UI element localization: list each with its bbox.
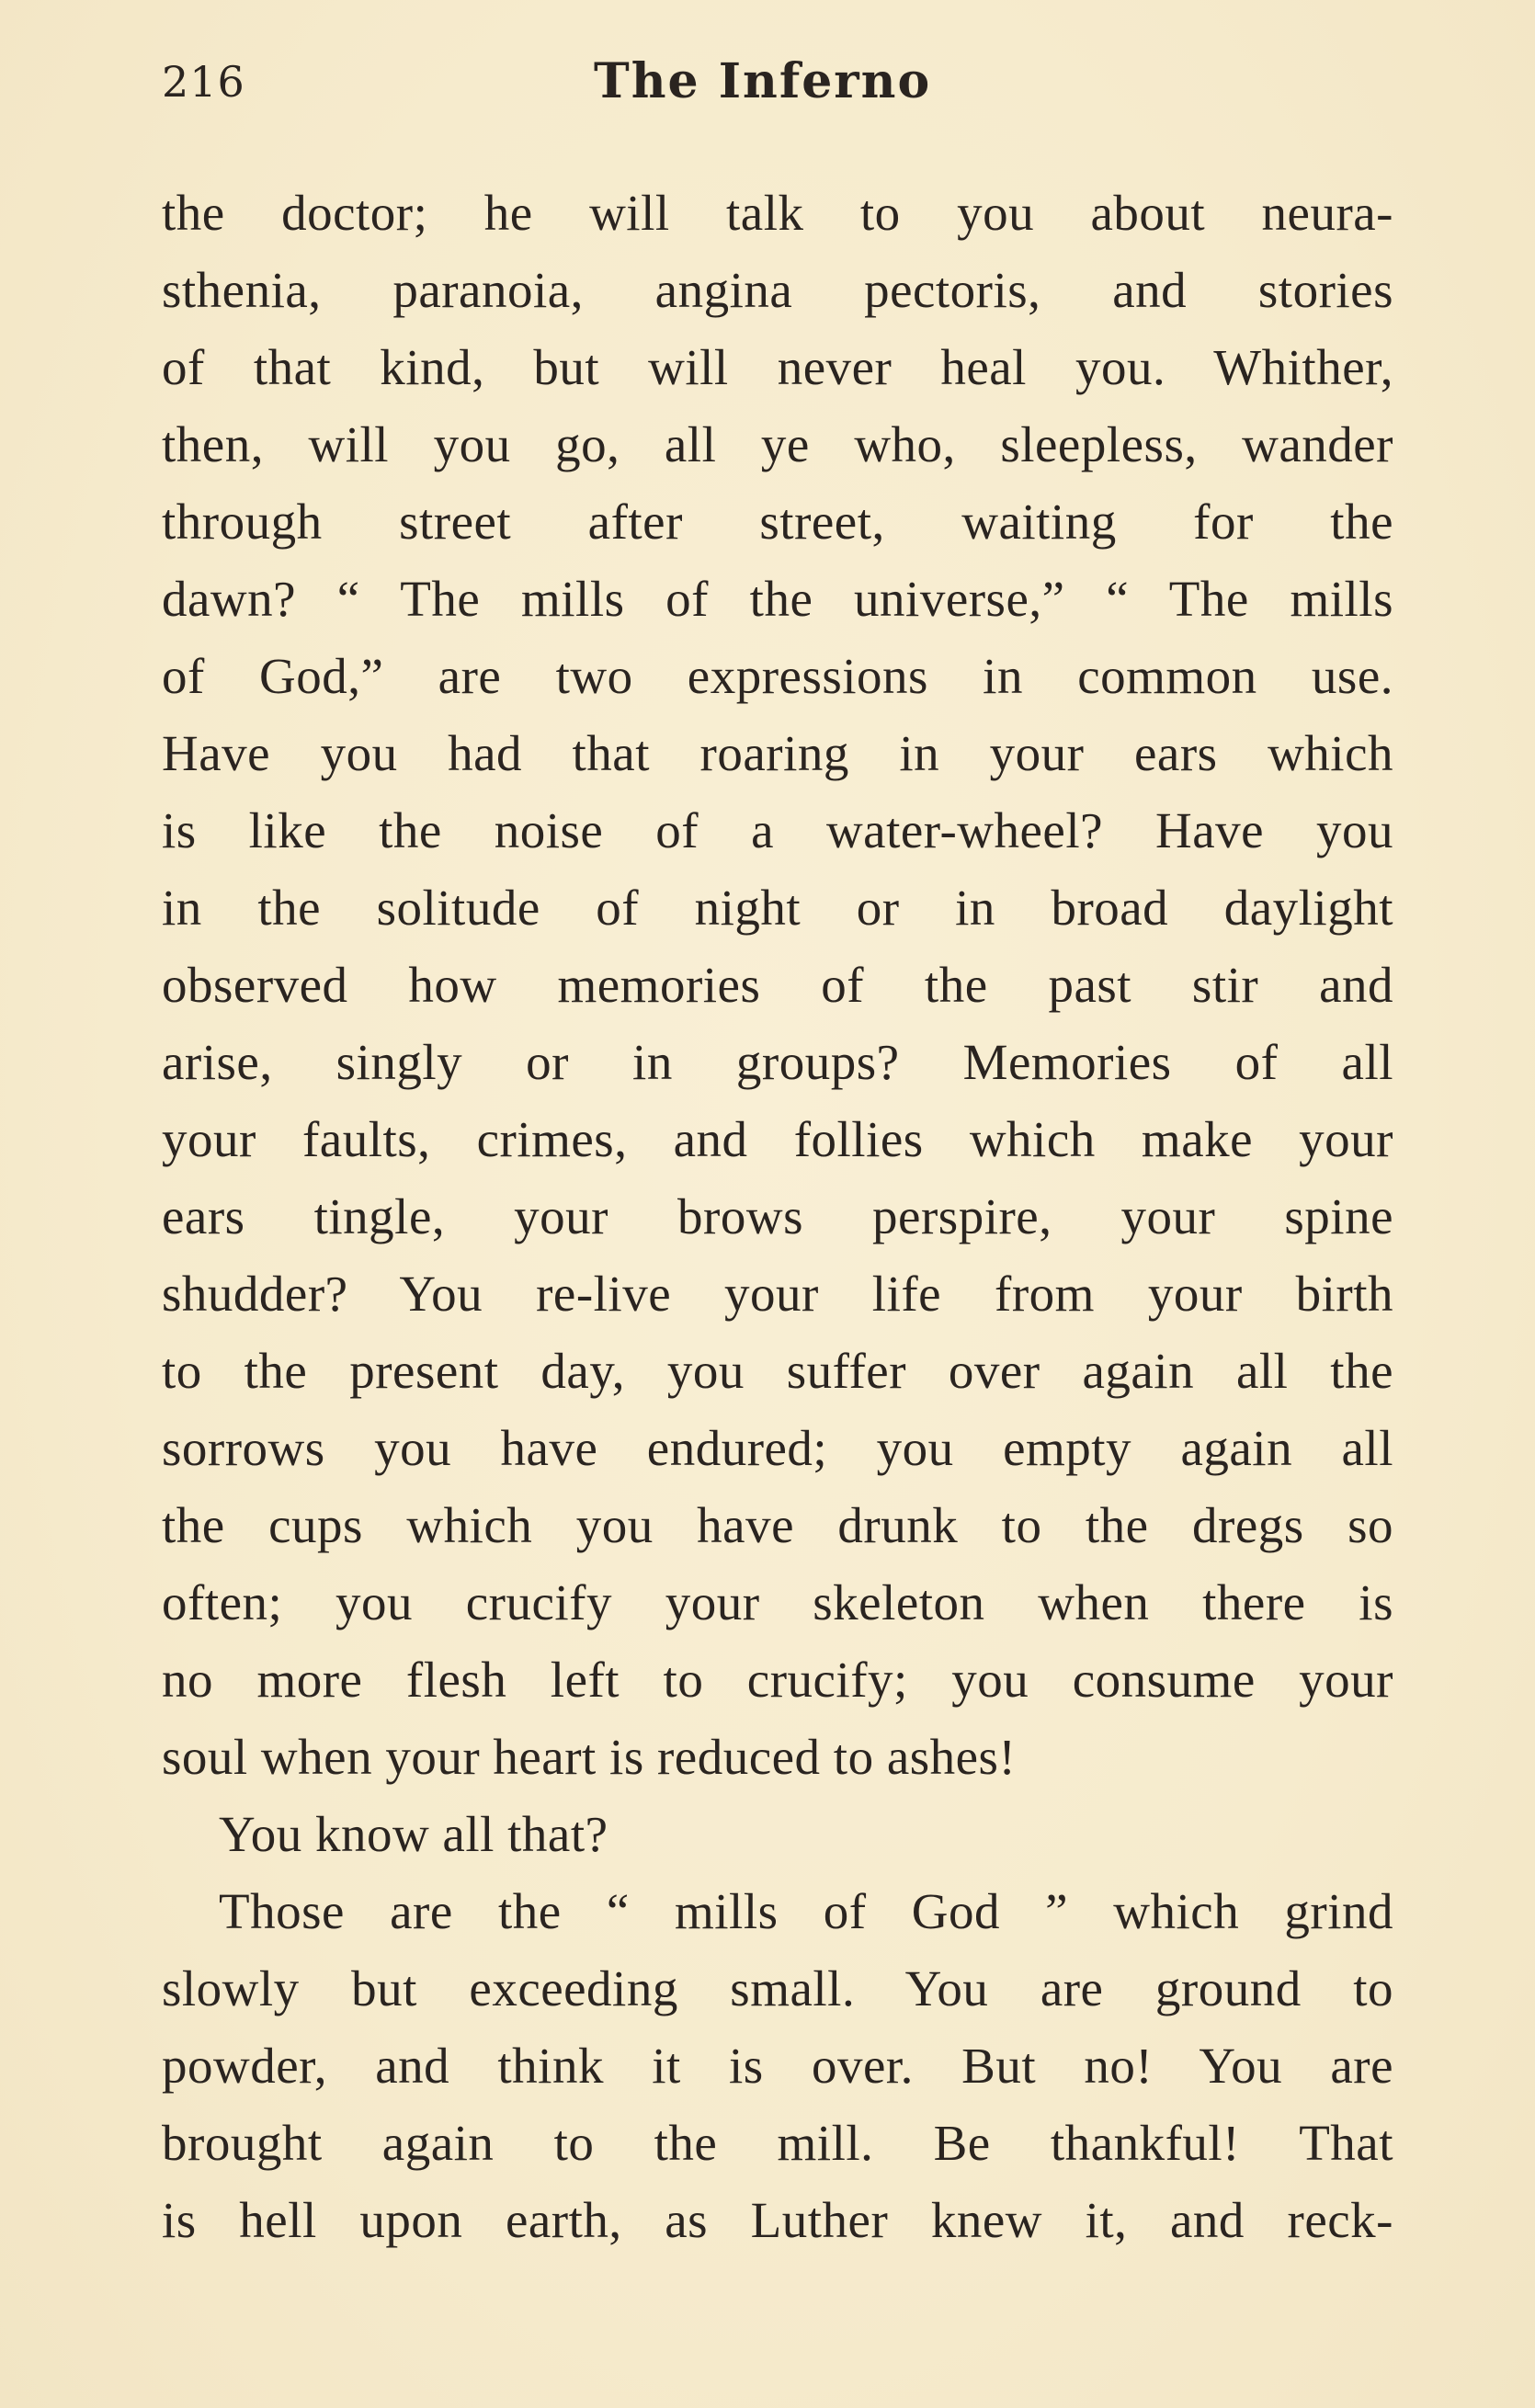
text-line: arise, singly or in groups? Memories of all bbox=[162, 1034, 1393, 1090]
text-line: brought again to the mill. Be thankful! That bbox=[162, 2115, 1393, 2171]
text-line: ears tingle, your brows perspire, your spine bbox=[162, 1188, 1393, 1244]
text-line: of God,” are two expressions in common use. bbox=[162, 648, 1393, 704]
text-line: soul when your heart is reduced to ashes! bbox=[162, 1729, 1017, 1785]
text-line: slowly but exceeding small. You are ground to bbox=[162, 1960, 1393, 2016]
text-line: through street after street, waiting for the bbox=[162, 494, 1393, 550]
text-line: the cups which you have drunk to the dregs so bbox=[162, 1497, 1393, 1553]
text-line: the doctor; he will talk to you about neura- bbox=[162, 185, 1393, 241]
page-number: 216 bbox=[162, 57, 245, 107]
text-line: is hell upon earth, as Luther knew it, and reck- bbox=[162, 2192, 1393, 2248]
text-line: sthenia, paranoia, angina pectoris, and stories bbox=[162, 262, 1393, 318]
text-line: sorrows you have endured; you empty again all bbox=[162, 1420, 1393, 1476]
text-line: observed how memories of the past stir and bbox=[162, 957, 1393, 1013]
text-line: Those are the “ mills of God ” which grind bbox=[219, 1883, 1393, 1939]
text-line: then, will you go, all ye who, sleepless, wander bbox=[162, 416, 1393, 472]
running-title: The Inferno bbox=[594, 53, 932, 109]
text-line: no more flesh left to crucify; you consume your bbox=[162, 1652, 1393, 1708]
body-text bbox=[162, 175, 1393, 2259]
text-line: to the present day, you suffer over again all the bbox=[162, 1343, 1393, 1399]
text-line: is like the noise of a water-wheel? Have you bbox=[162, 802, 1393, 858]
text-line: powder, and think it is over. But no! You are bbox=[162, 2038, 1393, 2094]
text-line: in the solitude of night or in broad daylight bbox=[162, 880, 1393, 936]
text-line: You know all that? bbox=[219, 1806, 608, 1862]
page-header bbox=[162, 48, 1393, 121]
text-line: dawn? “ The mills of the universe,” “ The mills bbox=[162, 571, 1393, 627]
text-line: often; you crucify your skeleton when there is bbox=[162, 1574, 1393, 1630]
text-line: of that kind, but will never heal you. Whither, bbox=[162, 339, 1393, 395]
text-line: shudder? You re-live your life from your birth bbox=[162, 1266, 1393, 1322]
text-line: Have you had that roaring in your ears which bbox=[162, 725, 1393, 781]
text-line: your faults, crimes, and follies which make your bbox=[162, 1111, 1393, 1167]
